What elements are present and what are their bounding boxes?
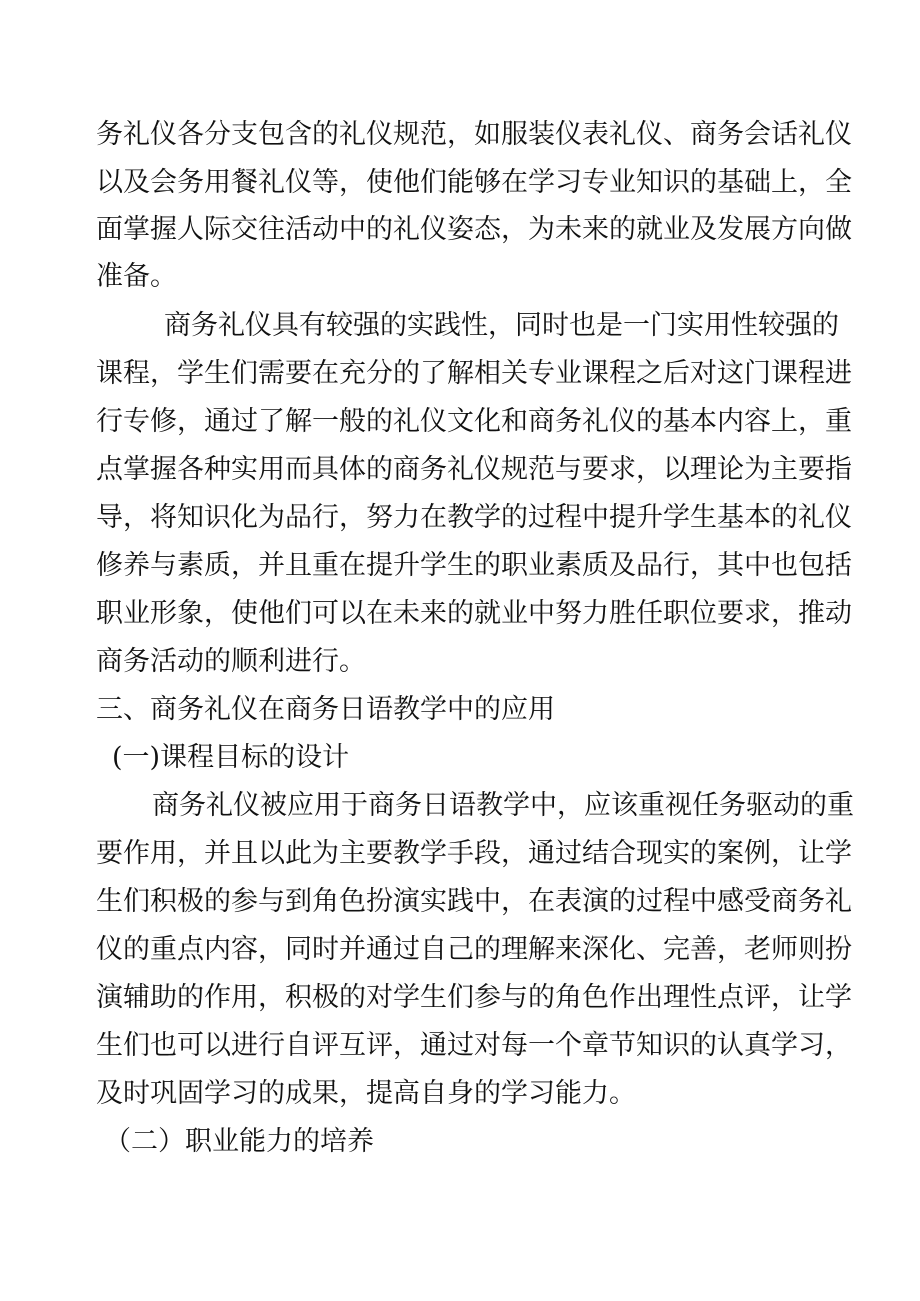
paragraph-2-line-4: 点掌握各种实用而具体的商务礼仪规范与要求，以理论为主要指 (96, 454, 852, 485)
paragraph-3-line-6: 生们也可以进行自评互评，通过对每一个章节知识的认真学习， (96, 1030, 852, 1061)
paragraph-2-line-6: 修养与素质，并且重在提升学生的职业素质及品行，其中也包括 (96, 550, 852, 581)
subsection-heading-1: (一)课程目标的设计 (112, 742, 350, 773)
paragraph-2-line-5: 导，将知识化为品行，努力在教学的过程中提升学生基本的礼仪 (96, 502, 852, 533)
paragraph-3-line-5: 演辅助的作用，积极的对学生们参与的角色作出理性点评，让学 (96, 982, 852, 1013)
paragraph-3-line-7: 及时巩固学习的成果，提高自身的学习能力。 (96, 1078, 636, 1109)
paragraph-3-line-2: 要作用，并且以此为主要教学手段，通过结合现实的案例，让学 (96, 838, 852, 869)
paragraph-3-line-4: 仪的重点内容，同时并通过自己的理解来深化、完善，老师则扮 (96, 934, 852, 965)
paragraph-1-line-3: 面掌握人际交往活动中的礼仪姿态，为未来的就业及发展方向做 (96, 214, 852, 245)
paragraph-1-line-2: 以及会务用餐礼仪等，使他们能够在学习专业知识的基础上，全 (96, 167, 852, 198)
paragraph-3-line-1: 商务礼仪被应用于商务日语教学中，应该重视任务驱动的重 (152, 790, 854, 821)
section-heading-3: 三、商务礼仪在商务日语教学中的应用 (96, 694, 555, 725)
paragraph-2-line-1: 商务礼仪具有较强的实践性，同时也是一门实用性较强的 (164, 310, 839, 341)
paragraph-1-line-1: 务礼仪各分支包含的礼仪规范，如服装仪表礼仪、商务会话礼仪 (96, 119, 852, 150)
paragraph-2-line-2: 课程，学生们需要在充分的了解相关专业课程之后对这门课程进 (96, 358, 852, 389)
paragraph-2-line-8: 商务活动的顺利进行。 (96, 646, 366, 677)
paragraph-2-line-7: 职业形象，使他们可以在未来的就业中努力胜任职位要求，推动 (96, 598, 852, 629)
paragraph-3-line-3: 生们积极的参与到角色扮演实践中，在表演的过程中感受商务礼 (96, 886, 852, 917)
paragraph-2-line-3: 行专修，通过了解一般的礼仪文化和商务礼仪的基本内容上，重 (96, 406, 852, 437)
paragraph-1-line-4: 准备。 (96, 261, 177, 292)
subsection-heading-2: （二）职业能力的培养 (104, 1126, 374, 1157)
